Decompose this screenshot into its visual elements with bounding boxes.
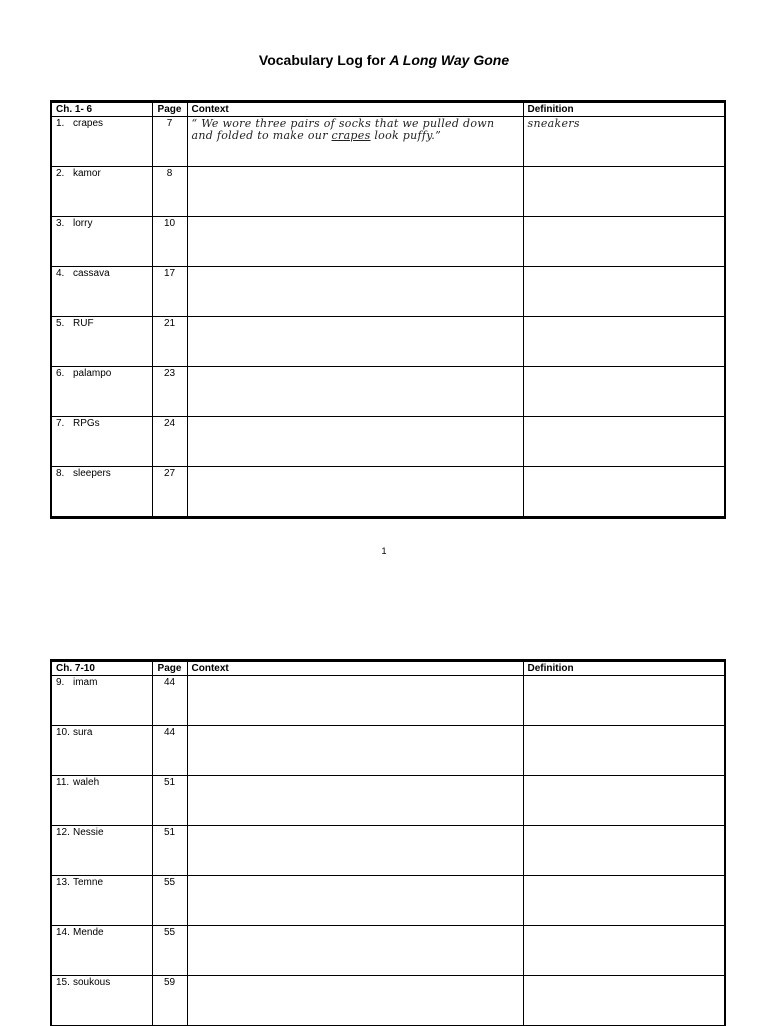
context-cell[interactable]: [187, 826, 523, 876]
word-cell: [51, 417, 152, 467]
context-cell[interactable]: [187, 267, 523, 317]
table-row: [51, 167, 725, 217]
word-text: sleepers: [73, 468, 111, 479]
title-prefix: Vocabulary Log for: [258, 52, 390, 68]
word-number: 2.: [56, 168, 65, 179]
definition-cell[interactable]: [523, 726, 725, 776]
word-number: 12.: [56, 827, 70, 838]
word-cell: [51, 167, 152, 217]
definition-cell[interactable]: [523, 467, 725, 518]
definition-cell[interactable]: [523, 926, 725, 976]
page-header: Page: [152, 661, 187, 676]
word-cell: [51, 726, 152, 776]
word-number: 3.: [56, 218, 65, 229]
word-text: lorry: [73, 218, 93, 229]
context-cell[interactable]: [187, 776, 523, 826]
table-row: [51, 876, 725, 926]
context-cell[interactable]: [187, 876, 523, 926]
word-text: soukous: [73, 977, 111, 988]
context-header: Context: [187, 102, 523, 117]
word-cell: [51, 776, 152, 826]
table-row: [51, 726, 725, 776]
word-number: 1.: [56, 118, 65, 129]
context-before: “ We wore three pairs of socks that we pulled down and folded to make our: [191, 117, 495, 142]
word-text: RUF: [73, 318, 94, 329]
table-row: [51, 676, 725, 726]
word-number: 8.: [56, 468, 65, 479]
vocab-table-ch1-6: [50, 100, 726, 519]
context-cell[interactable]: [187, 467, 523, 518]
definition-cell[interactable]: [523, 267, 725, 317]
page-cell: 55: [152, 926, 187, 976]
header-row: [51, 102, 725, 117]
context-after: look puffy.”: [370, 129, 441, 142]
page-cell: 55: [152, 876, 187, 926]
table-row: [51, 117, 725, 167]
word-cell: [51, 217, 152, 267]
page-cell: 24: [152, 417, 187, 467]
definition-header: Definition: [523, 661, 725, 676]
word-number: 10.: [56, 727, 70, 738]
context-cell[interactable]: [187, 367, 523, 417]
definition-cell[interactable]: [523, 776, 725, 826]
definition-cell[interactable]: [523, 876, 725, 926]
word-text: Temne: [73, 877, 104, 888]
table-row: [51, 267, 725, 317]
page-cell: 51: [152, 826, 187, 876]
word-number: 4.: [56, 268, 65, 279]
word-number: 7.: [56, 418, 65, 429]
word-number: 14.: [56, 927, 70, 938]
context-cell[interactable]: [187, 317, 523, 367]
word-cell: [51, 976, 152, 1026]
section-label: Ch. 1- 6: [51, 102, 152, 117]
word-cell: [51, 467, 152, 518]
word-number: 6.: [56, 368, 65, 379]
word-text: kamor: [73, 168, 101, 179]
page-cell: 27: [152, 467, 187, 518]
page-cell: 7: [152, 117, 187, 167]
word-cell: [51, 826, 152, 876]
page-cell: 44: [152, 676, 187, 726]
context-cell[interactable]: [187, 217, 523, 267]
context-cell[interactable]: [187, 676, 523, 726]
section-label: Ch. 7-10: [51, 661, 152, 676]
context-cell[interactable]: [187, 726, 523, 776]
title-book: A Long Way Gone: [389, 52, 510, 68]
word-number: 11.: [56, 777, 70, 788]
word-cell: [51, 267, 152, 317]
definition-cell[interactable]: [523, 826, 725, 876]
word-number: 13.: [56, 877, 70, 888]
page-header: Page: [152, 102, 187, 117]
word-text: sura: [73, 727, 93, 738]
word-text: Mende: [73, 927, 104, 938]
table-row: [51, 317, 725, 367]
word-text: cassava: [73, 268, 110, 279]
vocab-table-ch7-10: [50, 659, 726, 1026]
table-row: [51, 217, 725, 267]
page-cell: 10: [152, 217, 187, 267]
definition-cell[interactable]: [523, 367, 725, 417]
page-cell: 8: [152, 167, 187, 217]
word-cell: [51, 367, 152, 417]
definition-cell[interactable]: [523, 317, 725, 367]
word-text: imam: [73, 677, 98, 688]
definition-cell[interactable]: [523, 217, 725, 267]
header-row: [51, 661, 725, 676]
page-cell: 59: [152, 976, 187, 1026]
context-cell[interactable]: [187, 167, 523, 217]
context-cell[interactable]: [187, 926, 523, 976]
table-row: [51, 976, 725, 1026]
word-cell: [51, 876, 152, 926]
table-row: [51, 826, 725, 876]
page-cell: 17: [152, 267, 187, 317]
word-number: 15.: [56, 977, 70, 988]
word-cell: [51, 676, 152, 726]
context-underlined-word: crapes: [331, 129, 371, 142]
page-cell: 44: [152, 726, 187, 776]
word-text: palampo: [73, 368, 112, 379]
page-cell: 21: [152, 317, 187, 367]
context-header: Context: [187, 661, 523, 676]
definition-header: Definition: [523, 102, 725, 117]
definition-cell[interactable]: [523, 976, 725, 1026]
page-cell: 23: [152, 367, 187, 417]
context-cell[interactable]: [187, 976, 523, 1026]
definition-cell[interactable]: [523, 167, 725, 217]
page-cell: 51: [152, 776, 187, 826]
word-text: RPGs: [73, 418, 100, 429]
context-cell[interactable]: [187, 117, 523, 167]
word-cell: [51, 317, 152, 367]
definition-cell[interactable]: [523, 676, 725, 726]
word-text: Nessie: [73, 827, 104, 838]
page-title: [0, 52, 768, 68]
table-row: [51, 926, 725, 976]
definition-cell[interactable]: [523, 417, 725, 467]
table-row: [51, 467, 725, 518]
table-row: [51, 776, 725, 826]
word-cell: [51, 117, 152, 167]
word-text: waleh: [73, 777, 100, 788]
word-number: 9.: [56, 677, 65, 688]
definition-cell[interactable]: sneakers: [523, 117, 725, 167]
word-number: 5.: [56, 318, 65, 329]
context-cell[interactable]: [187, 417, 523, 467]
word-text: crapes: [73, 118, 104, 129]
table-row: [51, 367, 725, 417]
table-row: [51, 417, 725, 467]
page-number: 1: [381, 546, 387, 556]
word-cell: [51, 926, 152, 976]
